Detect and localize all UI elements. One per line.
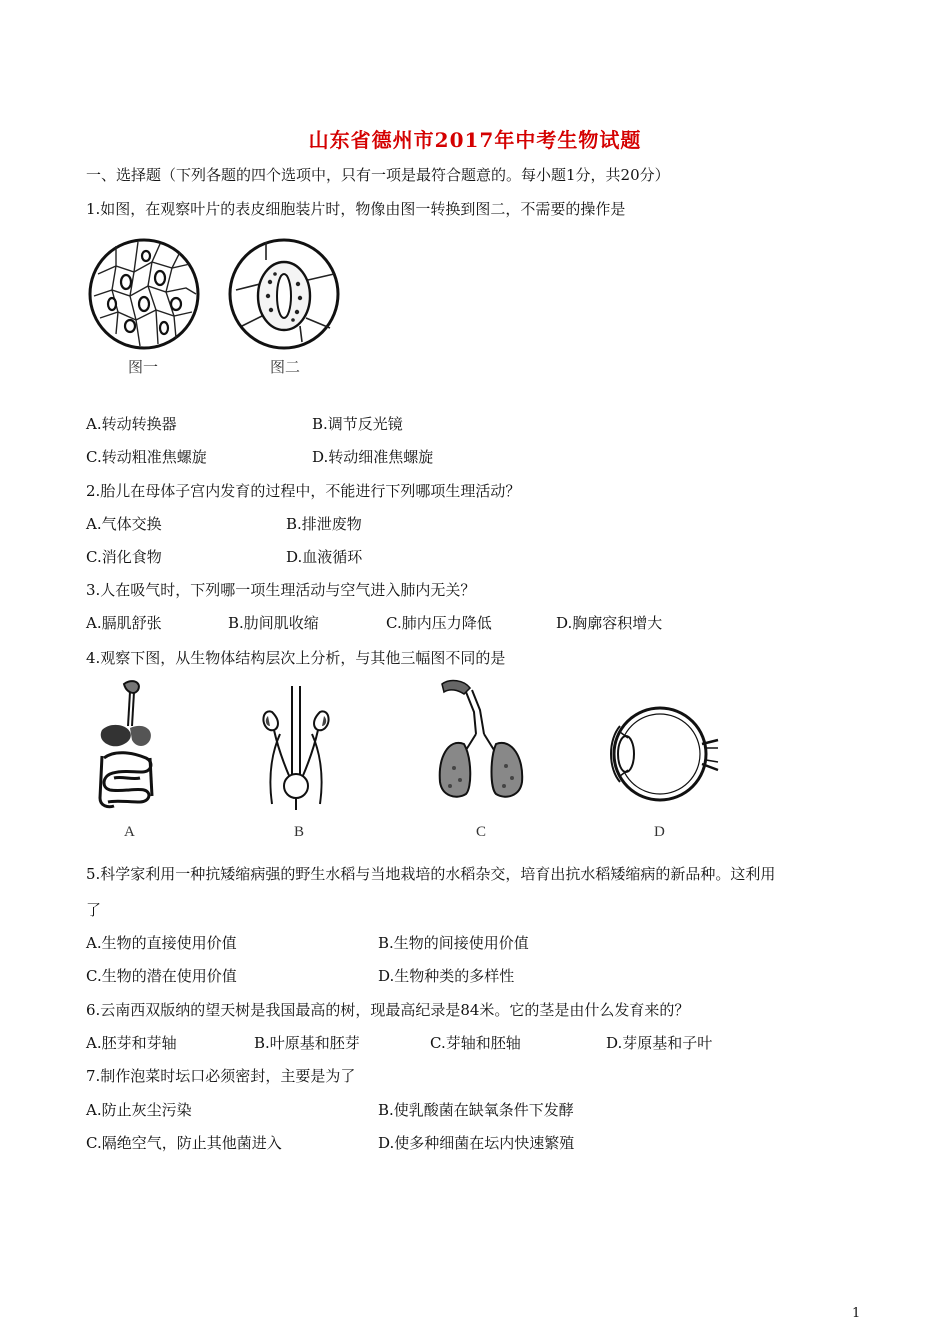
q5-option-c: C.生物的潜在使用价值 [86, 967, 237, 985]
figure-c-caption: C [476, 824, 487, 840]
q1-option-b: B.调节反光镜 [312, 415, 403, 433]
q6-option-d: D.芽原基和子叶 [606, 1034, 713, 1052]
q3-option-c: C.肺内压力降低 [386, 614, 492, 632]
q7-option-d: D.使多种细菌在坛内快速繁殖 [378, 1134, 575, 1152]
q6-stem: 6.云南西双版纳的望天树是我国最高的树，现最高纪录是84米。它的茎是由什么发育来的？ [86, 1001, 690, 1019]
q7-option-a: A.防止灰尘污染 [86, 1101, 192, 1119]
q3-option-a: A.膈肌舒张 [86, 614, 162, 632]
q7-option-c: C.隔绝空气，防止其他菌进入 [86, 1134, 282, 1152]
figure-d-caption: D [654, 824, 665, 840]
figure-digestive-system [92, 678, 168, 814]
q2-option-a: A.气体交换 [86, 515, 162, 533]
q5-option-b: B.生物的间接使用价值 [378, 934, 529, 952]
q3-stem: 3.人在吸气时，下列哪一项生理活动与空气进入肺内无关？ [86, 581, 476, 599]
page-number: 1 [852, 1306, 861, 1321]
page-title: 山东省德州市2017年中考生物试题 [308, 128, 642, 152]
q4-stem: 4.观察下图，从生物体结构层次上分析，与其他三幅图不同的是 [86, 649, 506, 667]
q5-stem-line2: 了 [86, 901, 102, 919]
figure-2-caption: 图二 [270, 358, 301, 376]
figure-1-cells [86, 234, 206, 354]
q2-option-d: D.血液循环 [286, 548, 363, 566]
q1-stem: 1.如图，在观察叶片的表皮细胞装片时，物像由图一转换到图二，不需要的操作是 [86, 200, 626, 218]
q6-option-b: B.叶原基和胚芽 [254, 1034, 360, 1052]
q1-option-a: A.转动转换器 [86, 415, 177, 433]
section-heading: 一、选择题（下列各题的四个选项中，只有一项是最符合题意的。每小题1分，共20分） [86, 166, 670, 184]
q6-option-c: C.芽轴和胚轴 [430, 1034, 521, 1052]
q5-stem-line1: 5.科学家利用一种抗矮缩病强的野生水稻与当地栽培的水稻杂交，培育出抗水稻矮缩病的新品种。这利用 [86, 865, 776, 883]
figure-2-stomata [226, 234, 346, 354]
q5-option-d: D.生物种类的多样性 [378, 967, 515, 985]
q2-option-c: C.消化食物 [86, 548, 162, 566]
figure-1-caption: 图一 [128, 358, 159, 376]
figure-urinary-system [254, 686, 340, 814]
q3-option-d: D.胸廓容积增大 [556, 614, 663, 632]
q2-option-b: B.排泄废物 [286, 515, 362, 533]
figure-a-caption: A [124, 824, 135, 840]
q5-option-a: A.生物的直接使用价值 [86, 934, 237, 952]
q1-option-c: C.转动粗准焦螺旋 [86, 448, 207, 466]
q7-stem: 7.制作泡菜时坛口必须密封，主要是为了 [86, 1067, 356, 1085]
q7-option-b: B.使乳酸菌在缺氧条件下发酵 [378, 1101, 574, 1119]
figure-b-caption: B [294, 824, 305, 840]
q1-option-d: D.转动细准焦螺旋 [312, 448, 434, 466]
figure-eye [606, 694, 720, 814]
q3-option-b: B.肋间肌收缩 [228, 614, 319, 632]
q2-stem: 2.胎儿在母体子宫内发育的过程中，不能进行下列哪项生理活动？ [86, 482, 521, 500]
q6-option-a: A.胚芽和芽轴 [86, 1034, 177, 1052]
figure-respiratory-system [434, 678, 530, 814]
